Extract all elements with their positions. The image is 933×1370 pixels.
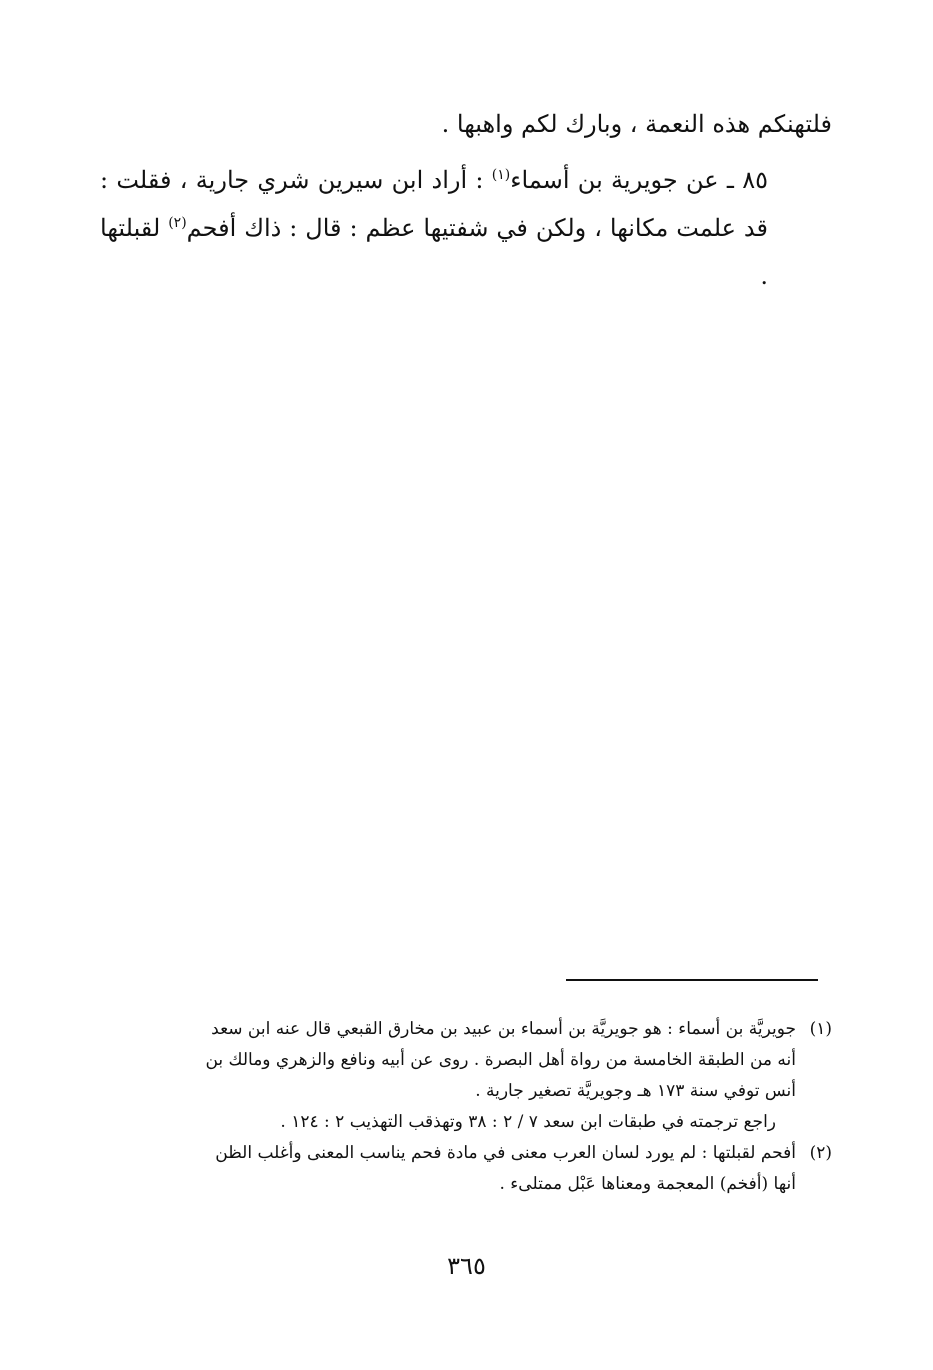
- footnote-line: أنه من الطبقة الخامسة من رواة أهل البصرة . روى عن أبيه ونافع والزهري ومالك بن: [205, 1050, 796, 1070]
- paragraph-continuation: [100, 100, 832, 148]
- narration-text-middle: : أراد ابن سيرين شري جارية ، فقلت : قد علمت مكانها ، ولكن في شفتيها عظم : قال : ذاك أفحم: [100, 166, 768, 242]
- paragraph-narration-85: [100, 156, 832, 300]
- footnote-line: أنس توفي سنة ١٧٣ هـ وجويريَّة تصغير جارية .: [475, 1081, 796, 1101]
- narration-text-start: عن جويرية بن أسماء: [510, 166, 719, 194]
- footnotes: [120, 1014, 832, 1200]
- footnote-number: (٢): [809, 1143, 832, 1163]
- footnote-line: أنها (أفخم) المعجمة ومعناها عَبْل ممتلىء .: [499, 1174, 796, 1194]
- footnote-line: راجع ترجمته في طبقات ابن سعد ٧ / ٢ : ٣٨ وتهذقب التهذيب ٢ : ١٢٤ .: [280, 1112, 776, 1132]
- footnote-separator: [566, 979, 818, 981]
- narration-body: [100, 156, 832, 300]
- paragraph-text: فلتهنكم هذه النعمة ، وبارك لكم واهبها .: [441, 110, 832, 138]
- footnote-1: [120, 1014, 832, 1138]
- footnote-line: جويريَّة بن أسماء : هو جويريَّة بن أسماء بن عبيد بن مخارق القبعي قال عنه ابن سعد: [211, 1019, 796, 1039]
- footnote-number: (١): [809, 1019, 832, 1039]
- narration-text-end: لقبلتها .: [100, 214, 768, 290]
- footnote-ref-2[interactable]: (٢): [168, 215, 187, 231]
- main-text: [100, 100, 832, 300]
- page-number: ٣٦٥: [447, 1252, 486, 1280]
- footnote-2: [120, 1138, 832, 1200]
- footnote-ref-1[interactable]: (١): [491, 167, 511, 183]
- footnote-line: أفحم لقبلتها : لم يورد لسان العرب معنى في مادة فحم يناسب المعنى وأغلب الظن: [215, 1143, 796, 1163]
- narration-number: ٨٥ ـ: [718, 166, 768, 194]
